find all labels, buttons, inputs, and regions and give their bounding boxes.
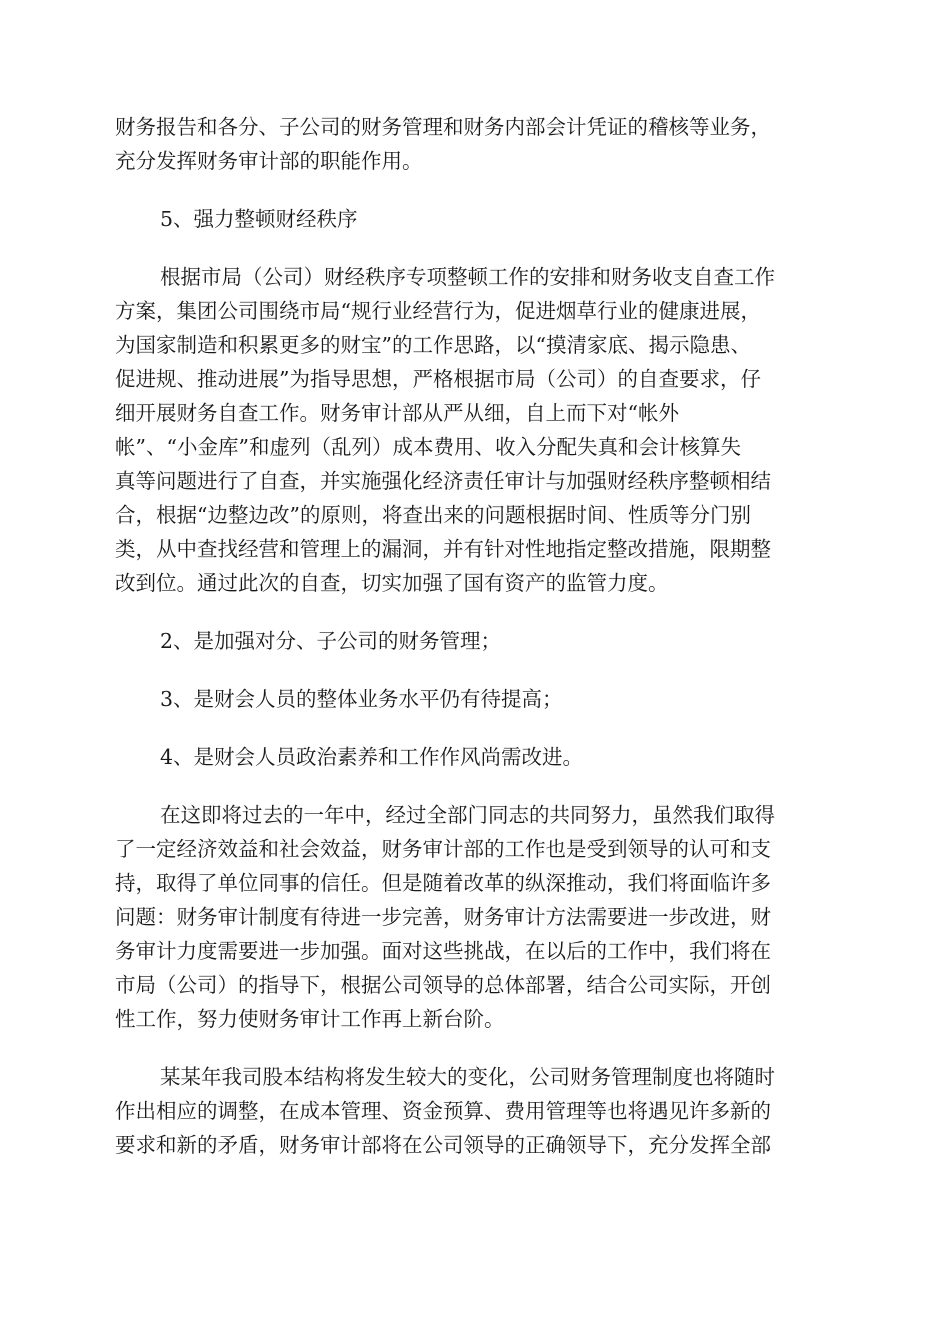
paragraph-year-review [115, 798, 833, 1036]
text-line: 根据市局（公司）财经秩序专项整顿工作的安排和财务收支自查工作 [160, 265, 775, 289]
paragraph-item-2 [115, 624, 833, 658]
text-line: 2、是加强对分、子公司的财务管理； [160, 629, 502, 653]
paragraph-self-inspection [115, 260, 833, 600]
text-line: 4、是财会人员政治素养和工作作风尚需改进。 [160, 745, 584, 769]
paragraph-heading-5 [115, 202, 833, 236]
paragraph-item-3 [115, 682, 833, 716]
paragraph-intro-continuation [115, 110, 833, 178]
text-line: 合，根据“边整边改”的原则，将查出来的问题根据时间、性质等分门别 [115, 503, 751, 527]
text-line: 改到位。通过此次的自查，切实加强了国有资产的监管力度。 [115, 571, 669, 595]
text-line: 务审计力度需要进一步加强。面对这些挑战，在以后的工作中，我们将在 [115, 939, 771, 963]
text-line: 财务报告和各分、子公司的财务管理和财务内部会计凭证的稽核等业务， [115, 115, 771, 139]
text-line: 市局（公司）的指导下，根据公司领导的总体部署，结合公司实际，开创 [115, 973, 771, 997]
text-line: 问题：财务审计制度有待进一步完善，财务审计方法需要进一步改进，财 [115, 905, 771, 929]
text-line: 类，从中查找经营和管理上的漏洞，并有针对性地指定整改措施，限期整 [115, 537, 771, 561]
paragraph-next-year [115, 1060, 833, 1162]
text-line: 真等问题进行了自查，并实施强化经济责任审计与加强财经秩序整顿相结 [115, 469, 771, 493]
text-line: 了一定经济效益和社会效益，财务审计部的工作也是受到领导的认可和支 [115, 837, 771, 861]
text-line: 充分发挥财务审计部的职能作用。 [115, 149, 423, 173]
text-line: 5、强力整顿财经秩序 [160, 207, 358, 231]
text-line: 方案，集团公司围绕市局“规行业经营行为，促进烟草行业的健康进展， [115, 299, 761, 323]
text-line: 为国家制造和积累更多的财宝”的工作思路，以“摸清家底、揭示隐患、 [115, 333, 751, 357]
paragraph-item-4 [115, 740, 833, 774]
text-line: 促进规、推动进展”为指导思想，严格根据市局（公司）的自查要求，仔 [115, 367, 761, 391]
text-line: 某某年我司股本结构将发生较大的变化，公司财务管理制度也将随时 [160, 1065, 775, 1089]
text-line: 细开展财务自查工作。财务审计部从严从细，自上而下对“帐外 [115, 401, 679, 425]
text-line: 3、是财会人员的整体业务水平仍有待提高； [160, 687, 563, 711]
text-line: 在这即将过去的一年中，经过全部门同志的共同努力，虽然我们取得 [160, 803, 775, 827]
document-body [115, 110, 833, 1162]
text-line: 性工作，努力使财务审计工作再上新台阶。 [115, 1007, 505, 1031]
text-line: 作出相应的调整，在成本管理、资金预算、费用管理等也将遇见许多新的 [115, 1099, 771, 1123]
text-line: 帐”、“小金库”和虚列（乱列）成本费用、收入分配失真和会计核算失 [115, 435, 741, 459]
text-line: 持，取得了单位同事的信任。但是随着改革的纵深推动，我们将面临许多 [115, 871, 771, 895]
text-line: 要求和新的矛盾，财务审计部将在公司领导的正确领导下，充分发挥全部 [115, 1133, 771, 1157]
